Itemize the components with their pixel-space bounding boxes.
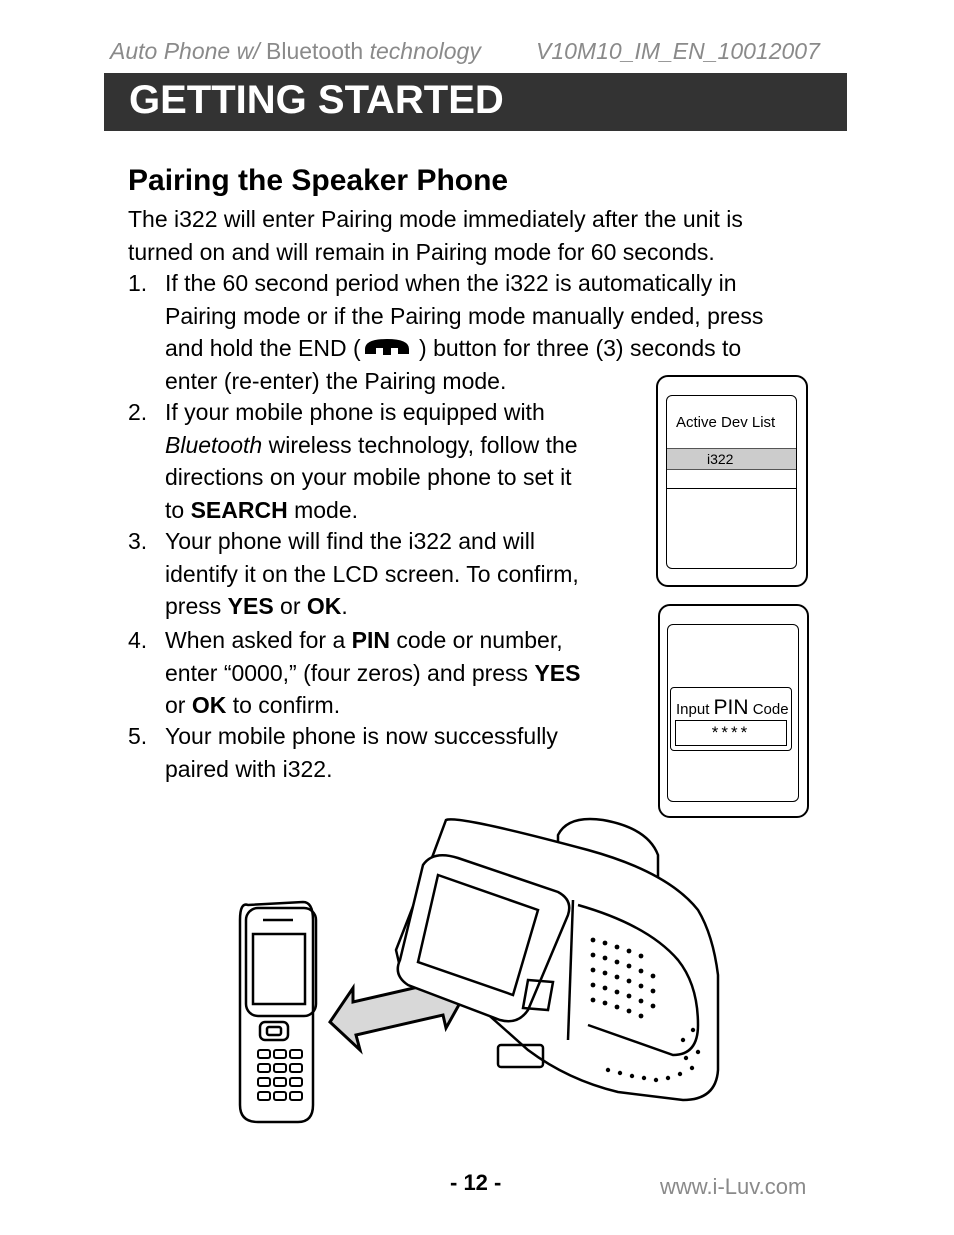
step-line-part: or	[273, 593, 307, 619]
lcd-selected-row	[667, 448, 796, 470]
step-text	[165, 624, 625, 722]
speaker-phone-drawing	[396, 819, 718, 1100]
step-line: Your mobile phone is now successfully	[165, 723, 558, 749]
pin-label-part: Input	[676, 701, 714, 718]
lcd-display	[667, 624, 799, 802]
yes-keyword: YES	[534, 659, 581, 686]
pin-label-pin: PIN	[713, 696, 749, 719]
step-line	[165, 657, 625, 690]
step-line-part: code or number,	[390, 627, 563, 653]
website-url: www.i-Luv.com	[660, 1174, 807, 1199]
intro-line: turned on and will remain in Pairing mode for 60 seconds.	[128, 238, 715, 265]
step-text	[165, 525, 625, 623]
lcd-divider	[667, 488, 796, 489]
step-line-part: to	[165, 496, 191, 523]
step-line	[165, 590, 625, 623]
mobile-phone-drawing	[240, 902, 316, 1122]
step-line: If your mobile phone is equipped with	[165, 399, 545, 425]
search-keyword: SEARCH	[190, 496, 288, 523]
step-text	[165, 720, 625, 785]
ok-keyword: OK	[191, 692, 227, 718]
end-call-icon	[361, 335, 413, 359]
pin-prompt-box	[670, 687, 792, 751]
step-line-part: to confirm.	[226, 692, 341, 718]
step-line: enter (re-enter) the Pairing mode.	[165, 367, 507, 394]
step-text	[165, 396, 625, 526]
lcd-pin-screen	[658, 604, 809, 818]
step-line	[165, 332, 805, 365]
step-line: paired with i322.	[165, 755, 333, 782]
step-number: 5.	[128, 723, 148, 749]
page-number: - 12 -	[450, 1170, 502, 1195]
pin-prompt-label	[676, 696, 789, 720]
header-doc-code: V10M10_IM_EN_10012007	[536, 38, 820, 64]
step-line-part: wireless technology, follow the	[262, 431, 578, 458]
header-text: Auto Phone w/	[110, 38, 260, 64]
lcd-device-item: i322	[707, 451, 734, 467]
intro-line: The i322 will enter Pairing mode immediately after the unit is	[128, 206, 743, 232]
lcd-title: Active Dev List	[676, 414, 776, 431]
step-line	[165, 494, 625, 527]
step-line-part: .	[341, 593, 348, 619]
pin-keyword: PIN	[351, 627, 390, 653]
step-line-part: press	[165, 593, 228, 619]
step-line	[165, 429, 625, 462]
intro-paragraph	[128, 203, 808, 268]
step-number: 2.	[128, 399, 148, 425]
step-number: 1.	[128, 270, 148, 296]
step-line-part: ) button for three (3) seconds to	[412, 335, 742, 361]
header-text-bluetooth: Bluetooth	[259, 38, 364, 64]
step-line: Your phone will find the i322 and will	[165, 528, 535, 554]
header-product-name	[110, 38, 481, 65]
step-line: identify it on the LCD screen. To confirm,	[165, 560, 579, 587]
banner-title: GETTING STARTED	[129, 78, 504, 122]
step-number: 4.	[128, 627, 148, 653]
step-line: If the 60 second period when the i322 is automatically in	[165, 270, 737, 296]
section-title: Pairing the Speaker Phone	[128, 164, 509, 197]
step-line-part: enter “0000,” (four zeros) and press	[165, 659, 535, 686]
step-line-part: mode.	[287, 496, 359, 523]
step-number: 3.	[128, 528, 148, 554]
step-line-part: or	[165, 692, 192, 718]
pairing-illustration	[228, 810, 728, 1130]
pin-input-field	[675, 720, 787, 746]
yes-keyword: YES	[227, 593, 274, 619]
pin-masked-value: ****	[711, 723, 751, 742]
step-line	[165, 689, 625, 722]
lcd-display	[666, 395, 797, 569]
pin-label-part: Code	[748, 701, 789, 718]
header-text-technology: technology	[363, 38, 481, 64]
step-line-part: and hold the END (	[165, 335, 361, 361]
section-banner	[104, 73, 847, 131]
step-line-part: When asked for a	[165, 627, 352, 653]
ok-keyword: OK	[306, 593, 342, 619]
step-line: Pairing mode or if the Pairing mode manually ended, press	[165, 302, 764, 329]
step-line	[165, 624, 625, 657]
bluetooth-italic: Bluetooth	[165, 431, 263, 458]
lcd-device-list-screen	[656, 375, 808, 587]
step-line: directions on your mobile phone to set it	[165, 464, 572, 490]
